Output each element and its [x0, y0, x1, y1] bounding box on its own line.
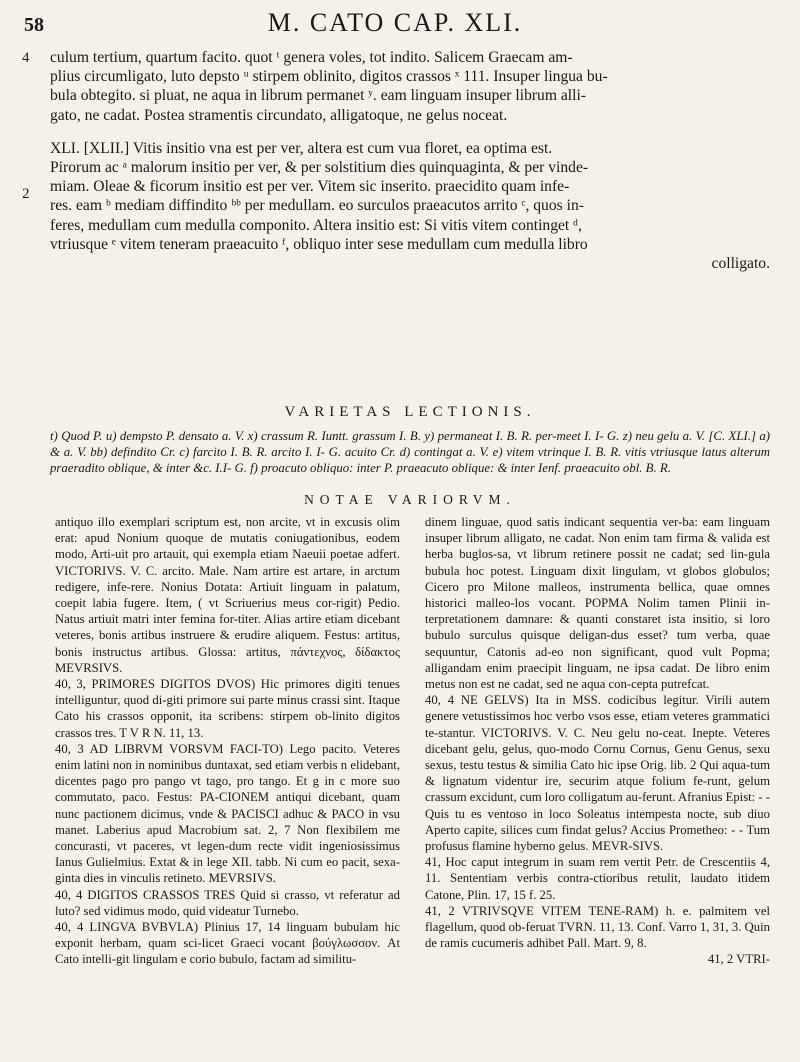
margin-line-number-4: 4: [22, 50, 30, 66]
notes-left-column: [55, 514, 400, 968]
note-paragraph: 40, 3, PRIMORES DIGITOS DVOS) Hic primores digiti tenues intelliguntur, quod di-giti primore sui parte minus crassi sint. Itaque Cato his crassos opponit, ita scribens: stirpem ob-linito digitos crassos tres. T V R N. 11, 13.: [55, 677, 400, 740]
note-paragraph: dinem linguae, quod satis indicant sequentia ver-ba: eam linguam insuper librum alligato, ne cadat. Non enim tam firma & valida est herba buglos-sa, vt librum retinere possit ne cadat; sed lin-gula bubula hoc potest. Linguam dixit lingulam, vt globos globulos; Cicero pro Milone malleos, instrumenta bellica, quae omnes historici malleo-los vocant. POPMA Nolim tamen Plinii in-terpretationem damnare: & quanti constaret ista insitio, si loro bubulo surculus quisque deligan-dus esset? tum verba, quae sequuntur, Catonis ad-eo non significant, quod vult Popma; alligandam enim praecipit linguam, ne ipsa cadat. De libro enim metus non est ne cadat, sed ne aqua con-cepta putrefcat.: [425, 515, 770, 692]
main-line: bula obtegito. si pluat, ne aqua in librum permanet ʸ. eam linguam insuper librum alli-: [50, 87, 586, 105]
note-paragraph: 40, 4 DIGITOS CRASSOS TRES Quid si crasso, vt referatur ad luto? sed vidimus modo, quid videatur Turnebo.: [55, 887, 400, 918]
varietas-text: t) Quod P. u) dempsto P. densato a. V. x) crassum R. Iuntt. grassum I. B. y) permaneat I. B. R. per-meet I. I- G. z) neu gelu a. V. [C. XLI.] a) & a. V. bb) defindito Cr. c) farcito I. B. R. arcito I. I- G. acuito Cr. d) contingat a. V. e) vitem vtrinque I. B. R. vitis vtriusque latus alterum praeradito oblique, & inter &c. I.I- G. f) proacuto obliquo: inter P. praeacuto oblique: & inter Ienf. praeacuito obl. B. R.: [50, 429, 770, 475]
notes-right-column: [425, 514, 770, 968]
main-line: colligato.: [711, 255, 770, 273]
note-paragraph: 40, 4 LINGVA BVBVLA) Plinius 17, 14 linguam bubulam hic exponit herbam, quam sci-licet Graeci vocant βούγλωσσον. At Cato intelli-git lingulam e corio bubulo, factam ad similitu-: [55, 920, 400, 967]
margin-line-number-2: 2: [22, 186, 30, 202]
main-line: vtriusque ᵉ vitem teneram praeacuito ᶠ, obliquo inter sese medullam cum medulla libro: [50, 235, 588, 253]
page-number: 58: [24, 14, 44, 36]
running-head: M. CATO CAP. XLI.: [267, 8, 523, 37]
note-paragraph: 40, 4 NE GELVS) Ita in MSS. codicibus legitur. Virili autem genere vetustissimos hoc verbo vsos esse, etiam veteres grammatici te-stantur. VICTORIVS. V. C. Neu gelu no-ceat. Inepte. Veteres dicebant gelu, gelus, quo-modo Cornu Cornus, Genu Genus, sexu sexus, testu testus & similia Cato hic ipse Orig. lib. 2 Qui aqua-tum & lignatum videntur ire, securim atque folium fe-runt, gelum crassum excidunt, cum loro colligatum au-ferunt. Afranius Epist: - - Quis tu es ventoso in loco Soleatus intempesta nocte, sub diuo Aperto capite, silices cum findat gelus? Accius Prometheo: - - Tum profusus flamine hyberno gelus. MEVR-SIVS.: [425, 693, 770, 854]
main-text: [50, 48, 770, 273]
varietas-heading: VARIETAS LECTIONIS.: [284, 404, 536, 420]
main-line: culum tertium, quartum facito. quot ᵗ genera voles, tot indito. Salicem Graecam am-: [50, 49, 573, 66]
page-header: [20, 6, 770, 40]
main-line: feres, medullam cum medulla componito. Altera insitio est: Si vitis vitem continget ᵈ,: [50, 216, 582, 234]
catchword: 41, 2 VTRI-: [707, 952, 770, 967]
notes-heading: NOTAE VARIORVM.: [304, 492, 516, 507]
spacer: [50, 125, 770, 139]
main-line: plius circumligato, luto depsto ᵘ stirpem oblinito, digitos crassos ˣ 111. Insuper lingua bu-: [50, 68, 608, 86]
main-line: Pirorum ac ᵃ malorum insitio per ver, & per solstitium dies quinquaginta, & per vinde-: [50, 159, 589, 177]
main-line: res. eam ᵇ mediam diffindito ᵇᵇ per medullam. eo surculos praeacutos arrito ᶜ, quos in-: [50, 197, 584, 215]
main-line: XLI. [XLII.] Vitis insitio vna est per ver, altera est cum vua floret, ea optima est.: [50, 139, 553, 157]
note-paragraph: 40, 3 AD LIBRVM VORSVM FACI-TO) Lego pacito. Veteres enim latini non in nominibus duntaxat, sed etiam verbis n elidebant, dicentes pago pro pango vt tago, pro tango. Et g in c more suo commutato, paco. Festus: PA-CIONEM antiqui dicebant, quam nunc pactionem dicimus, vnde & PACISCI adhuc & PACO in vsu manet. Laberius apud Macrobium sat. 2, 7 Non flexibilem me concurasti, vt paceres, vt legen-dum recte vidit ingeniosissimus Ianus Gulielmius. Extat & in lege XII. tabb. Ni cum eo pacit, sexa-ginta dies in vinculis retineto. MEVRSIVS.: [55, 741, 400, 886]
main-line: gato, ne cadat. Postea stramentis circundato, alligatoque, ne gelus noceat.: [50, 106, 508, 124]
note-paragraph: antiquo illo exemplari scriptum est, non arcite, vt in excusis olim erat: apud Nonium quoque de mutatis coniugationibus, eodem modo, Arti-uit pro artauit, qui exempla etiam Naeuii poetae adfert. VICTORIVS. V. C. arcito. Male. Nam artire est artare, in arctum redigere, infe-rere. Nonius Dotata: Artiuit linguam in palatum, coepit labia fugere. Item, ( vt Scriuerius meus cor-rigit) Pedio. Natus artiuit matri inter femina for-titer. Alias artire etiam dicebant veteres, bonis artibus instruere & erudire aliquem. Festus: artitus, bonis instructus artibus. Glossa: artitus, πάντεχνος, δίδακτος MEVRSIVS.: [55, 515, 400, 675]
note-paragraph: 41, Hoc caput integrum in suam rem vertit Petr. de Crescentiis 4, 11. Sententiam verbis contra-ctioribus retulit, laudato itidem Catone, Plin. 17, 15 f. 25.: [425, 855, 770, 902]
main-line: miam. Oleae & ficorum insitio est per ver. Vitem sic inserito. praecidito quam infe-: [50, 178, 570, 196]
note-paragraph: 41, 2 VTRIVSQVE VITEM TENE-RAM) h. e. palmitem vel flagellum, quod ob-feruat TVRN. 11, 13. Conf. Varro 1, 31, 3. Quin de ramis cucumeris adhibet Pall. Mart. 9, 8.: [425, 903, 770, 951]
